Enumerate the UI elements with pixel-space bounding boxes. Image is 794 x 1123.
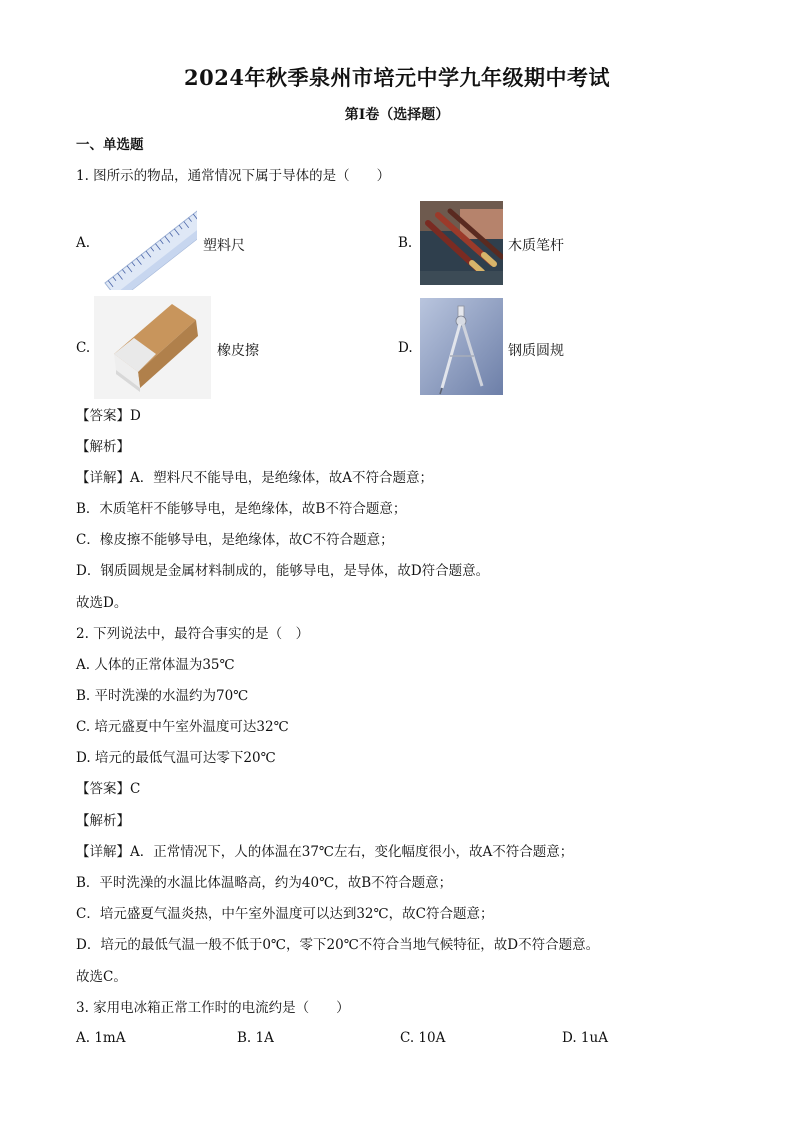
- exam-title: 2024年秋季泉州市培元中学九年级期中考试: [184, 65, 610, 90]
- q2-option-a: A. 人体的正常体温为35℃: [76, 657, 235, 673]
- q3-option-d: D. 1uA: [562, 1030, 608, 1046]
- plastic-ruler-image: [95, 195, 197, 290]
- exam-subtitle: 第Ⅰ卷（选择题）: [344, 107, 450, 123]
- q1-detail-line: B．木质笔杆不能够导电，是绝缘体，故B不符合题意；: [76, 501, 407, 517]
- q2-answer: 【答案】C: [76, 781, 141, 797]
- q1-option-c-caption: 橡皮擦: [217, 343, 259, 359]
- q1-answer: 【答案】D: [76, 408, 141, 424]
- q1-option-c-letter: C.: [76, 340, 91, 356]
- q3-stem: 3. 家用电冰箱正常工作时的电流约是（ ）: [76, 1000, 350, 1016]
- q3-option-a: A. 1mA: [76, 1030, 126, 1046]
- q1-option-d-caption: 钢质圆规: [508, 343, 564, 359]
- q1-stem: 1. 图所示的物品，通常情况下属于导体的是（ ）: [76, 168, 391, 184]
- q1-option-b-letter: B.: [398, 235, 413, 251]
- q1-option-b-caption: 木质笔杆: [508, 238, 564, 254]
- q2-option-b: B. 平时洗澡的水温约为70℃: [76, 688, 249, 704]
- q1-detail-line: 【详解】A．塑料尺不能导电，是绝缘体，故A不符合题意；: [76, 470, 433, 486]
- q1-analysis-label: 【解析】: [76, 439, 130, 455]
- q2-detail-line: 【详解】A．正常情况下，人的体温在37℃左右，变化幅度很小，故A不符合题意；: [76, 844, 574, 860]
- q2-conclusion: 故选C。: [76, 969, 127, 985]
- q2-detail-line: C．培元盛夏气温炎热，中午室外温度可以达到32℃，故C符合题意；: [76, 906, 494, 922]
- q2-option-c: C. 培元盛夏中午室外温度可达32℃: [76, 719, 289, 735]
- q2-option-d: D. 培元的最低气温可达零下20℃: [76, 750, 276, 766]
- q1-option-d-letter: D.: [398, 340, 413, 356]
- q2-stem: 2. 下列说法中，最符合事实的是（ ）: [76, 626, 310, 642]
- q2-analysis-label: 【解析】: [76, 813, 130, 829]
- q2-detail-line: B．平时洗澡的水温比体温略高，约为40℃，故B不符合题意；: [76, 875, 453, 891]
- section-heading: 一、单选题: [76, 137, 144, 153]
- q3-option-b: B. 1A: [237, 1030, 274, 1046]
- q1-detail-line: C．橡皮擦不能够导电，是绝缘体，故C不符合题意；: [76, 532, 394, 548]
- eraser-image: [94, 296, 211, 399]
- q3-option-c: C. 10A: [400, 1030, 446, 1046]
- q1-conclusion: 故选D。: [76, 595, 128, 611]
- wooden-pens-image: [420, 201, 503, 285]
- q1-option-a-letter: A.: [76, 235, 91, 251]
- steel-compass-image: [420, 298, 503, 395]
- q1-option-a-caption: 塑料尺: [203, 238, 245, 254]
- q2-detail-line: D．培元的最低气温一般不低于0℃，零下20℃不符合当地气候特征，故D不符合题意。: [76, 937, 600, 953]
- q1-detail-line: D．钢质圆规是金属材料制成的，能够导电，是导体，故D符合题意。: [76, 563, 490, 579]
